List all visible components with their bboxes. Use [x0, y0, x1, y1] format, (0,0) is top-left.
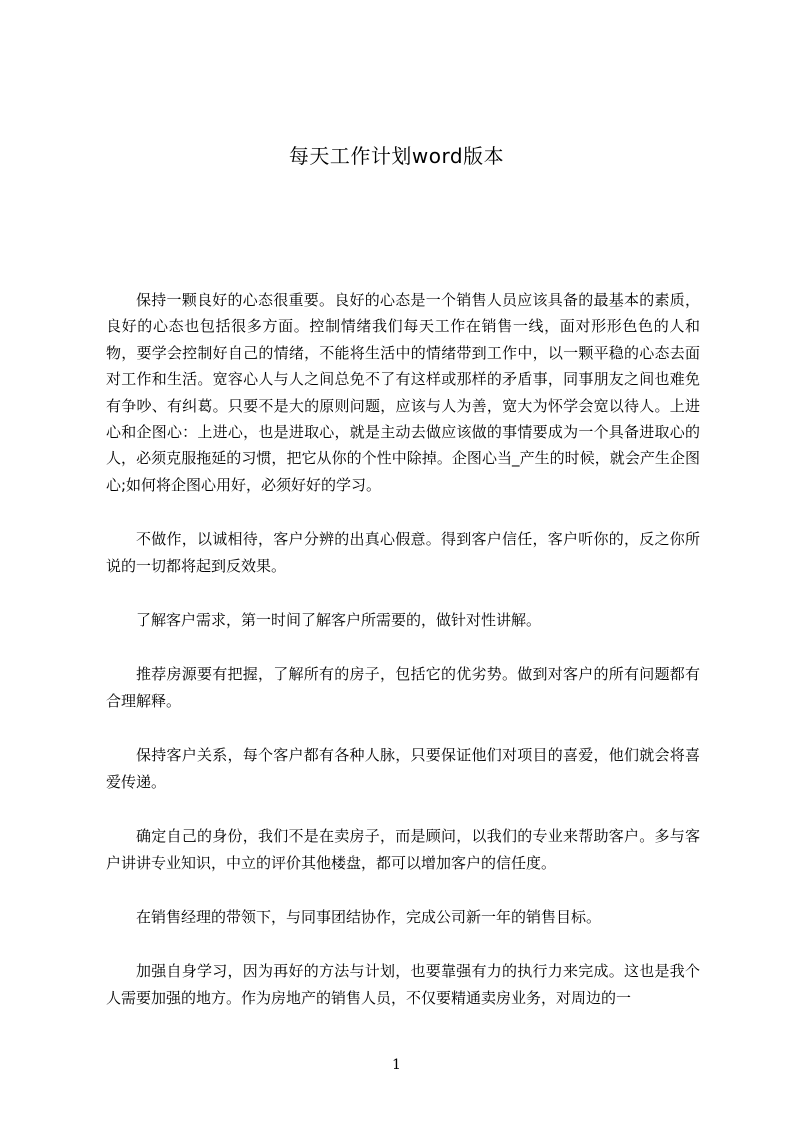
paragraph-customer-relations: 保持客户关系，每个客户都有各种人脉，只要保证他们对项目的喜爱，他们就会将喜爱传递。	[106, 746, 700, 791]
paragraph-mindset: 保持一颗良好的心态很重要。良好的心态是一个销售人员应该具备的最基本的素质，良好的心态也包括很多方面。控制情绪我们每天工作在销售一线，面对形形色色的人和物，要学会控制好自己的情绪，不能将生活中的情绪带到工作中，以一颗平稳的心态去面对工作和生活。宽容心人与人之间总免不了有这样或那样的矛盾事，同事朋友之间也难免有争吵、有纠葛。只要不是大的原则问题，应该与人为善，宽大为怀学会宽以待人。上进心和企图心：上进心，也是进取心，就是主动去做应该做的事情要成为一个具备进取心的人，必须克服拖延的习惯，把它从你的个性中除掉。企图心当_产生的时候，就会产生企图心;如何将企图心用好，必须好好的学习。	[106, 291, 700, 494]
paragraph-recommend-listings: 推荐房源要有把握，了解所有的房子，包括它的优劣势。做到对客户的所有问题都有合理解释。	[106, 665, 700, 710]
document-title: 每天工作计划word版本	[288, 144, 505, 168]
paragraph-self-study: 加强自身学习，因为再好的方法与计划，也要靠强有力的执行力来完成。这也是我个人需要加强的地方。作为房地产的销售人员，不仅要精通卖房业务，对周边的一	[106, 962, 700, 1007]
paragraph-identity: 确定自己的身份，我们不是在卖房子，而是顾问，以我们的专业来帮助客户。多与客户讲讲专业知识，中立的评价其他楼盘，都可以增加客户的信任度。	[106, 827, 700, 872]
document-body	[106, 287, 700, 1039]
page-number: 1	[392, 1057, 401, 1073]
paragraph-sincerity: 不做作，以诚相待，客户分辨的出真心假意。得到客户信任，客户听你的，反之你所说的一切都将起到反效果。	[106, 530, 700, 575]
paragraph-customer-needs: 了解客户需求，第一时间了解客户所需要的，做针对性讲解。	[136, 611, 542, 630]
paragraph-teamwork: 在销售经理的带领下，与同事团结协作，完成公司新一年的销售目标。	[136, 907, 602, 926]
